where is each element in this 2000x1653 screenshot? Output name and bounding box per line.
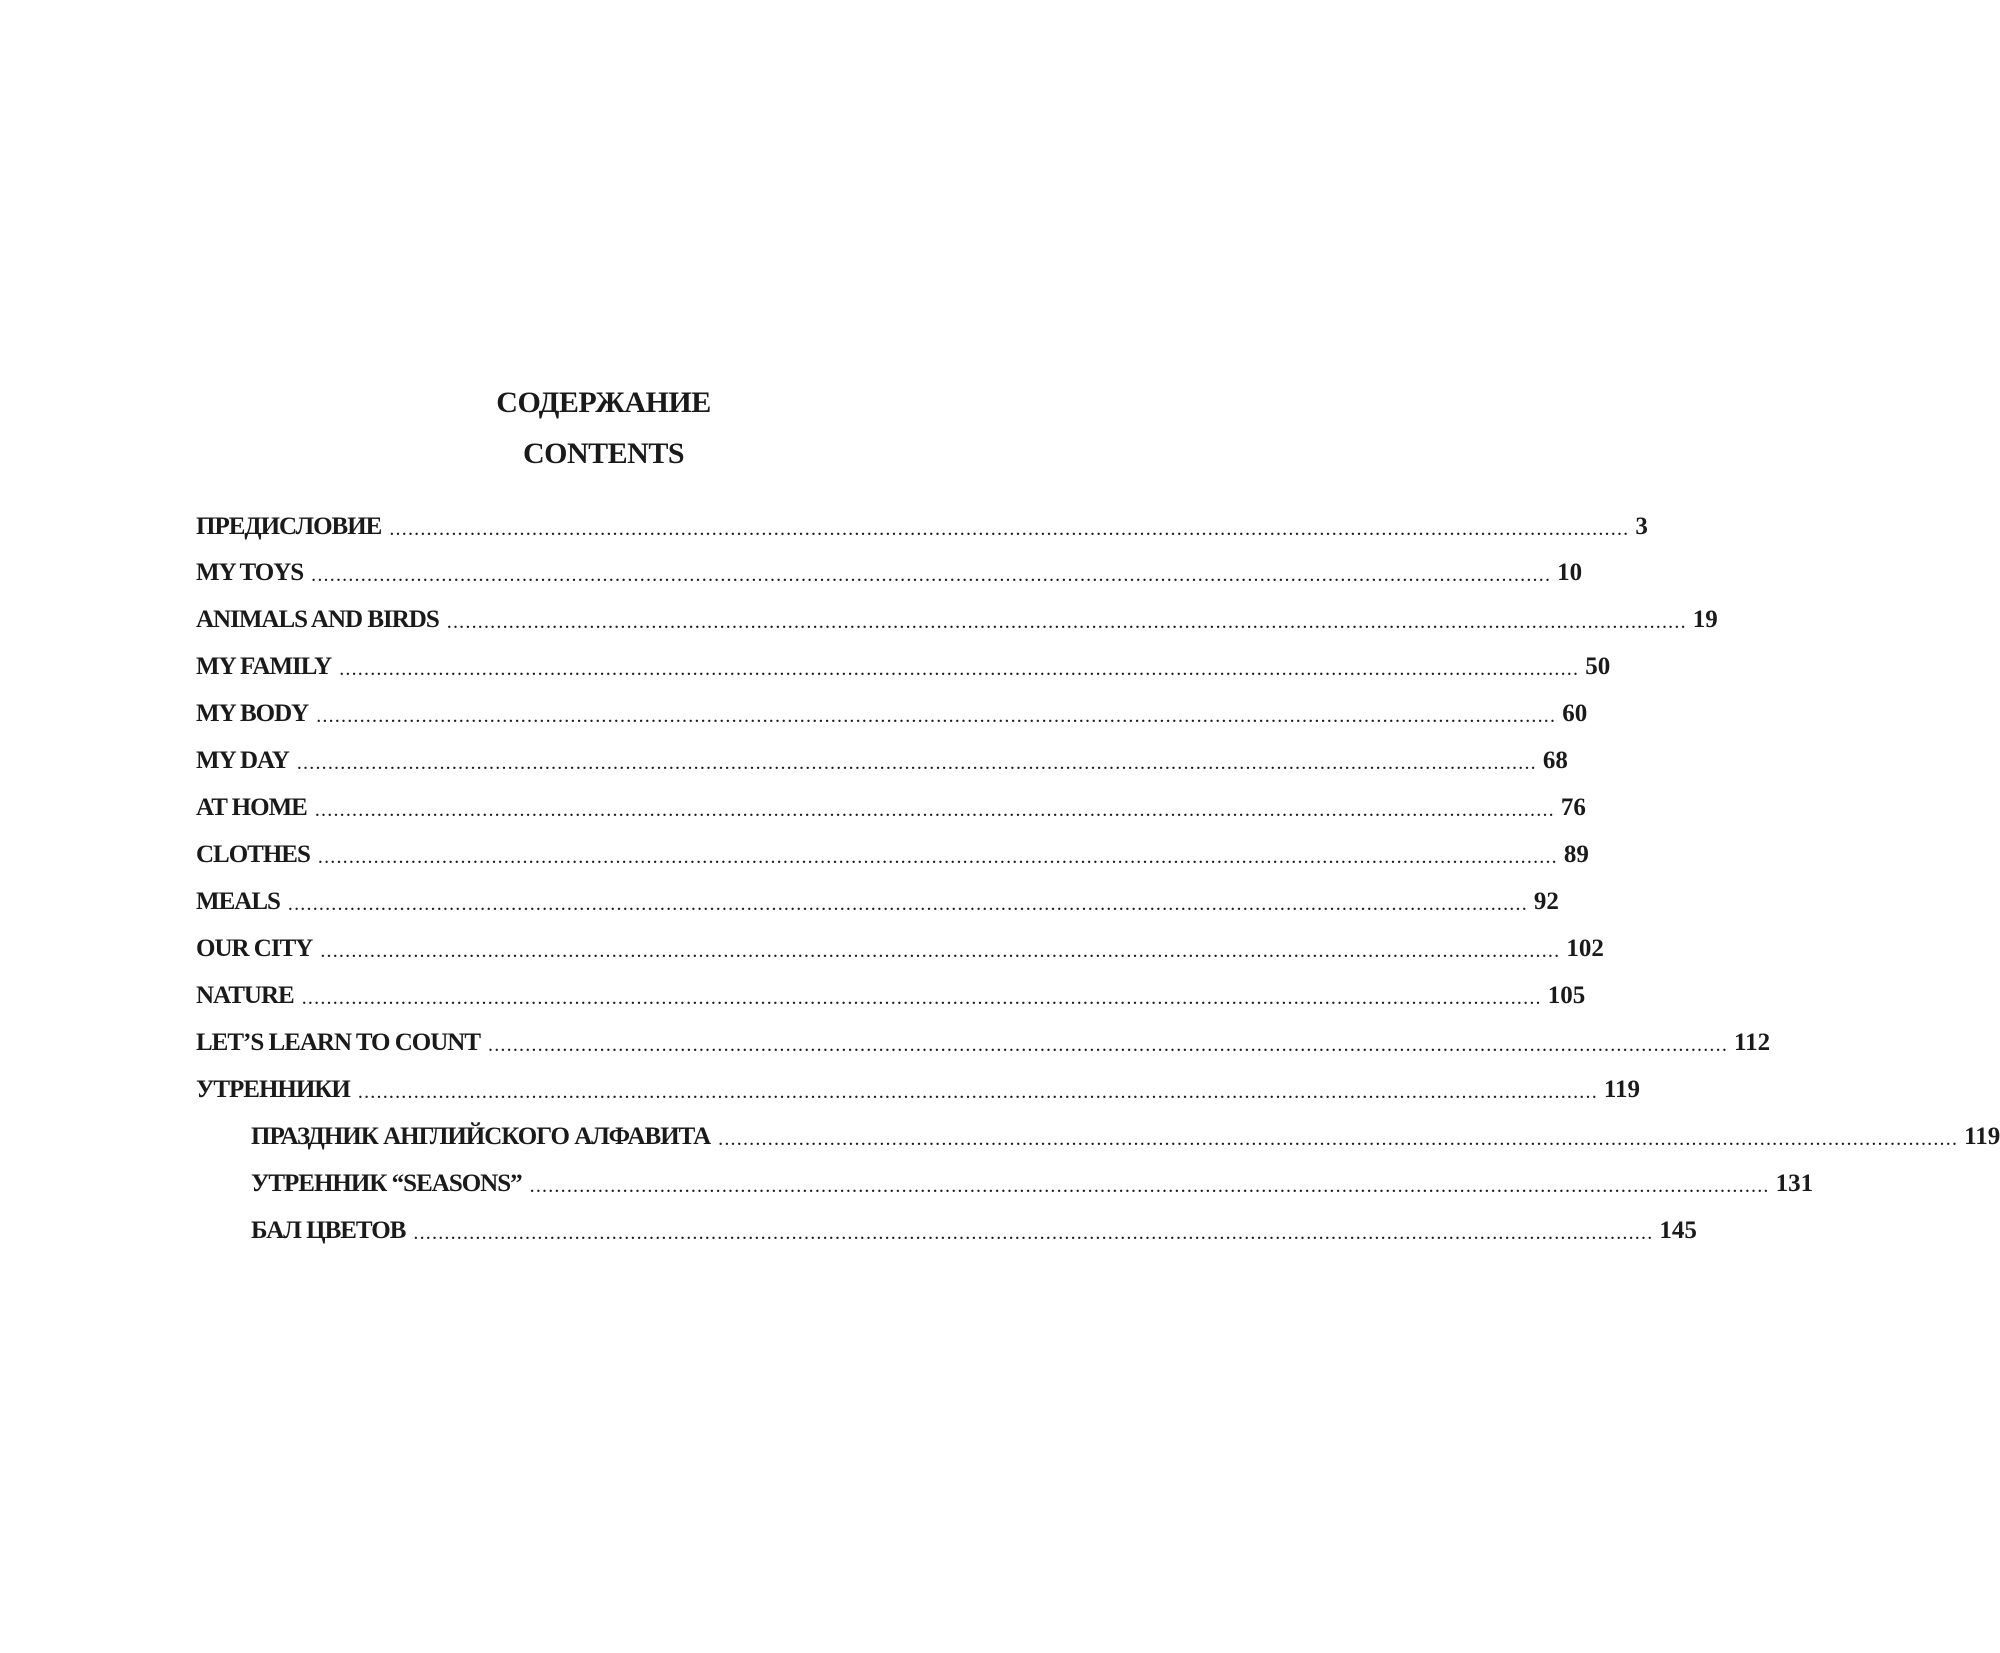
toc-page-number: 145 (1659, 1217, 1697, 1244)
toc-page-number: 102 (1566, 935, 1604, 962)
toc-entry[interactable] (196, 695, 1588, 729)
toc-entry[interactable] (196, 601, 1718, 635)
toc-entry-title: ПРАЗДНИК АНГЛИЙСКОГО АЛФАВИТА (251, 1123, 711, 1150)
toc-leader-dots: ........................................................................................................................................................................................................ (488, 1034, 1729, 1056)
toc-entry[interactable] (196, 554, 1583, 588)
toc-entry-title: LET’S LEARN TO COUNT (196, 1029, 481, 1056)
toc-entry[interactable] (196, 836, 1589, 870)
toc-entry-title: CLOTHES (196, 841, 310, 868)
toc-page-number: 19 (1692, 606, 1718, 633)
toc-subentry[interactable] (251, 1212, 1697, 1246)
toc-page-number: 68 (1542, 747, 1568, 774)
toc-entry-title: MY DAY (196, 747, 289, 774)
toc-entry-title: ANIMALS AND BIRDS (196, 606, 439, 633)
toc-entry[interactable] (196, 508, 1648, 542)
toc-entry-title: MY TOYS (196, 559, 304, 586)
toc-subentry[interactable] (251, 1165, 1814, 1199)
toc-entry[interactable] (196, 648, 1611, 682)
toc-page-number: 76 (1560, 794, 1586, 821)
toc-entry-title: MY BODY (196, 700, 309, 727)
toc-page-number: 131 (1775, 1170, 1814, 1197)
toc-page-number: 3 (1635, 513, 1648, 540)
toc-page-number: 60 (1562, 700, 1588, 727)
toc-entry-title: УТРЕННИК “SEASONS” (251, 1170, 522, 1197)
toc-entry-title: AT HOME (196, 794, 307, 821)
toc-leader-dots: ........................................................................................................................................................................................................ (413, 1222, 1654, 1244)
toc-entry-title: MEALS (196, 888, 280, 915)
toc-leader-dots: ........................................................................................................................................................................................................ (311, 564, 1552, 586)
toc-leader-dots: ........................................................................................................................................................................................................ (314, 799, 1555, 821)
toc-leader-dots: ........................................................................................................................................................................................................ (316, 705, 1557, 727)
toc-entry-title: БАЛ ЦВЕТОВ (251, 1217, 406, 1244)
toc-entry-title: ПРЕДИСЛОВИЕ (196, 513, 382, 540)
toc-leader-dots: ........................................................................................................................................................................................................ (301, 987, 1542, 1009)
toc-entry-title: MY FAMILY (196, 653, 332, 680)
toc-leader-dots: ........................................................................................................................................................................................................ (389, 518, 1630, 540)
toc-leader-dots: ........................................................................................................................................................................................................ (718, 1128, 1959, 1150)
toc-entry[interactable] (196, 789, 1586, 823)
toc-page-number: 50 (1585, 653, 1611, 680)
toc-entry-title: УТРЕННИКИ (196, 1076, 350, 1103)
toc-leader-dots: ........................................................................................................................................................................................................ (317, 846, 1558, 868)
toc-entry[interactable] (196, 883, 1559, 917)
toc-leader-dots: ........................................................................................................................................................................................................ (320, 940, 1561, 962)
toc-page-number: 89 (1563, 841, 1589, 868)
toc-leader-dots: ........................................................................................................................................................................................................ (446, 611, 1687, 633)
toc-page-number: 119 (1603, 1076, 1641, 1103)
toc-page-number: 112 (1734, 1029, 1771, 1056)
toc-entry[interactable] (196, 977, 1586, 1011)
page-title-en: CONTENTS (522, 437, 685, 470)
toc-page-number: 92 (1533, 888, 1559, 915)
toc-leader-dots: ........................................................................................................................................................................................................ (296, 752, 1537, 774)
toc-entry[interactable] (196, 1071, 1641, 1105)
toc-page-number: 10 (1557, 559, 1583, 586)
toc-page-number: 105 (1547, 982, 1586, 1009)
page-title-ru: СОДЕРЖАНИЕ (496, 386, 711, 419)
toc-leader-dots: ........................................................................................................................................................................................................ (287, 893, 1528, 915)
toc-entry-title: OUR CITY (196, 935, 313, 962)
toc-entry[interactable] (196, 742, 1568, 776)
toc-entry[interactable] (196, 1024, 1771, 1058)
toc-leader-dots: ........................................................................................................................................................................................................ (529, 1175, 1770, 1197)
toc-entry[interactable] (196, 930, 1604, 964)
toc-leader-dots: ........................................................................................................................................................................................................ (357, 1081, 1598, 1103)
toc-entry-title: NATURE (196, 982, 294, 1009)
toc-page-number: 119 (1964, 1123, 2000, 1150)
toc-subentry[interactable] (251, 1118, 2000, 1152)
toc-leader-dots: ........................................................................................................................................................................................................ (339, 658, 1580, 680)
